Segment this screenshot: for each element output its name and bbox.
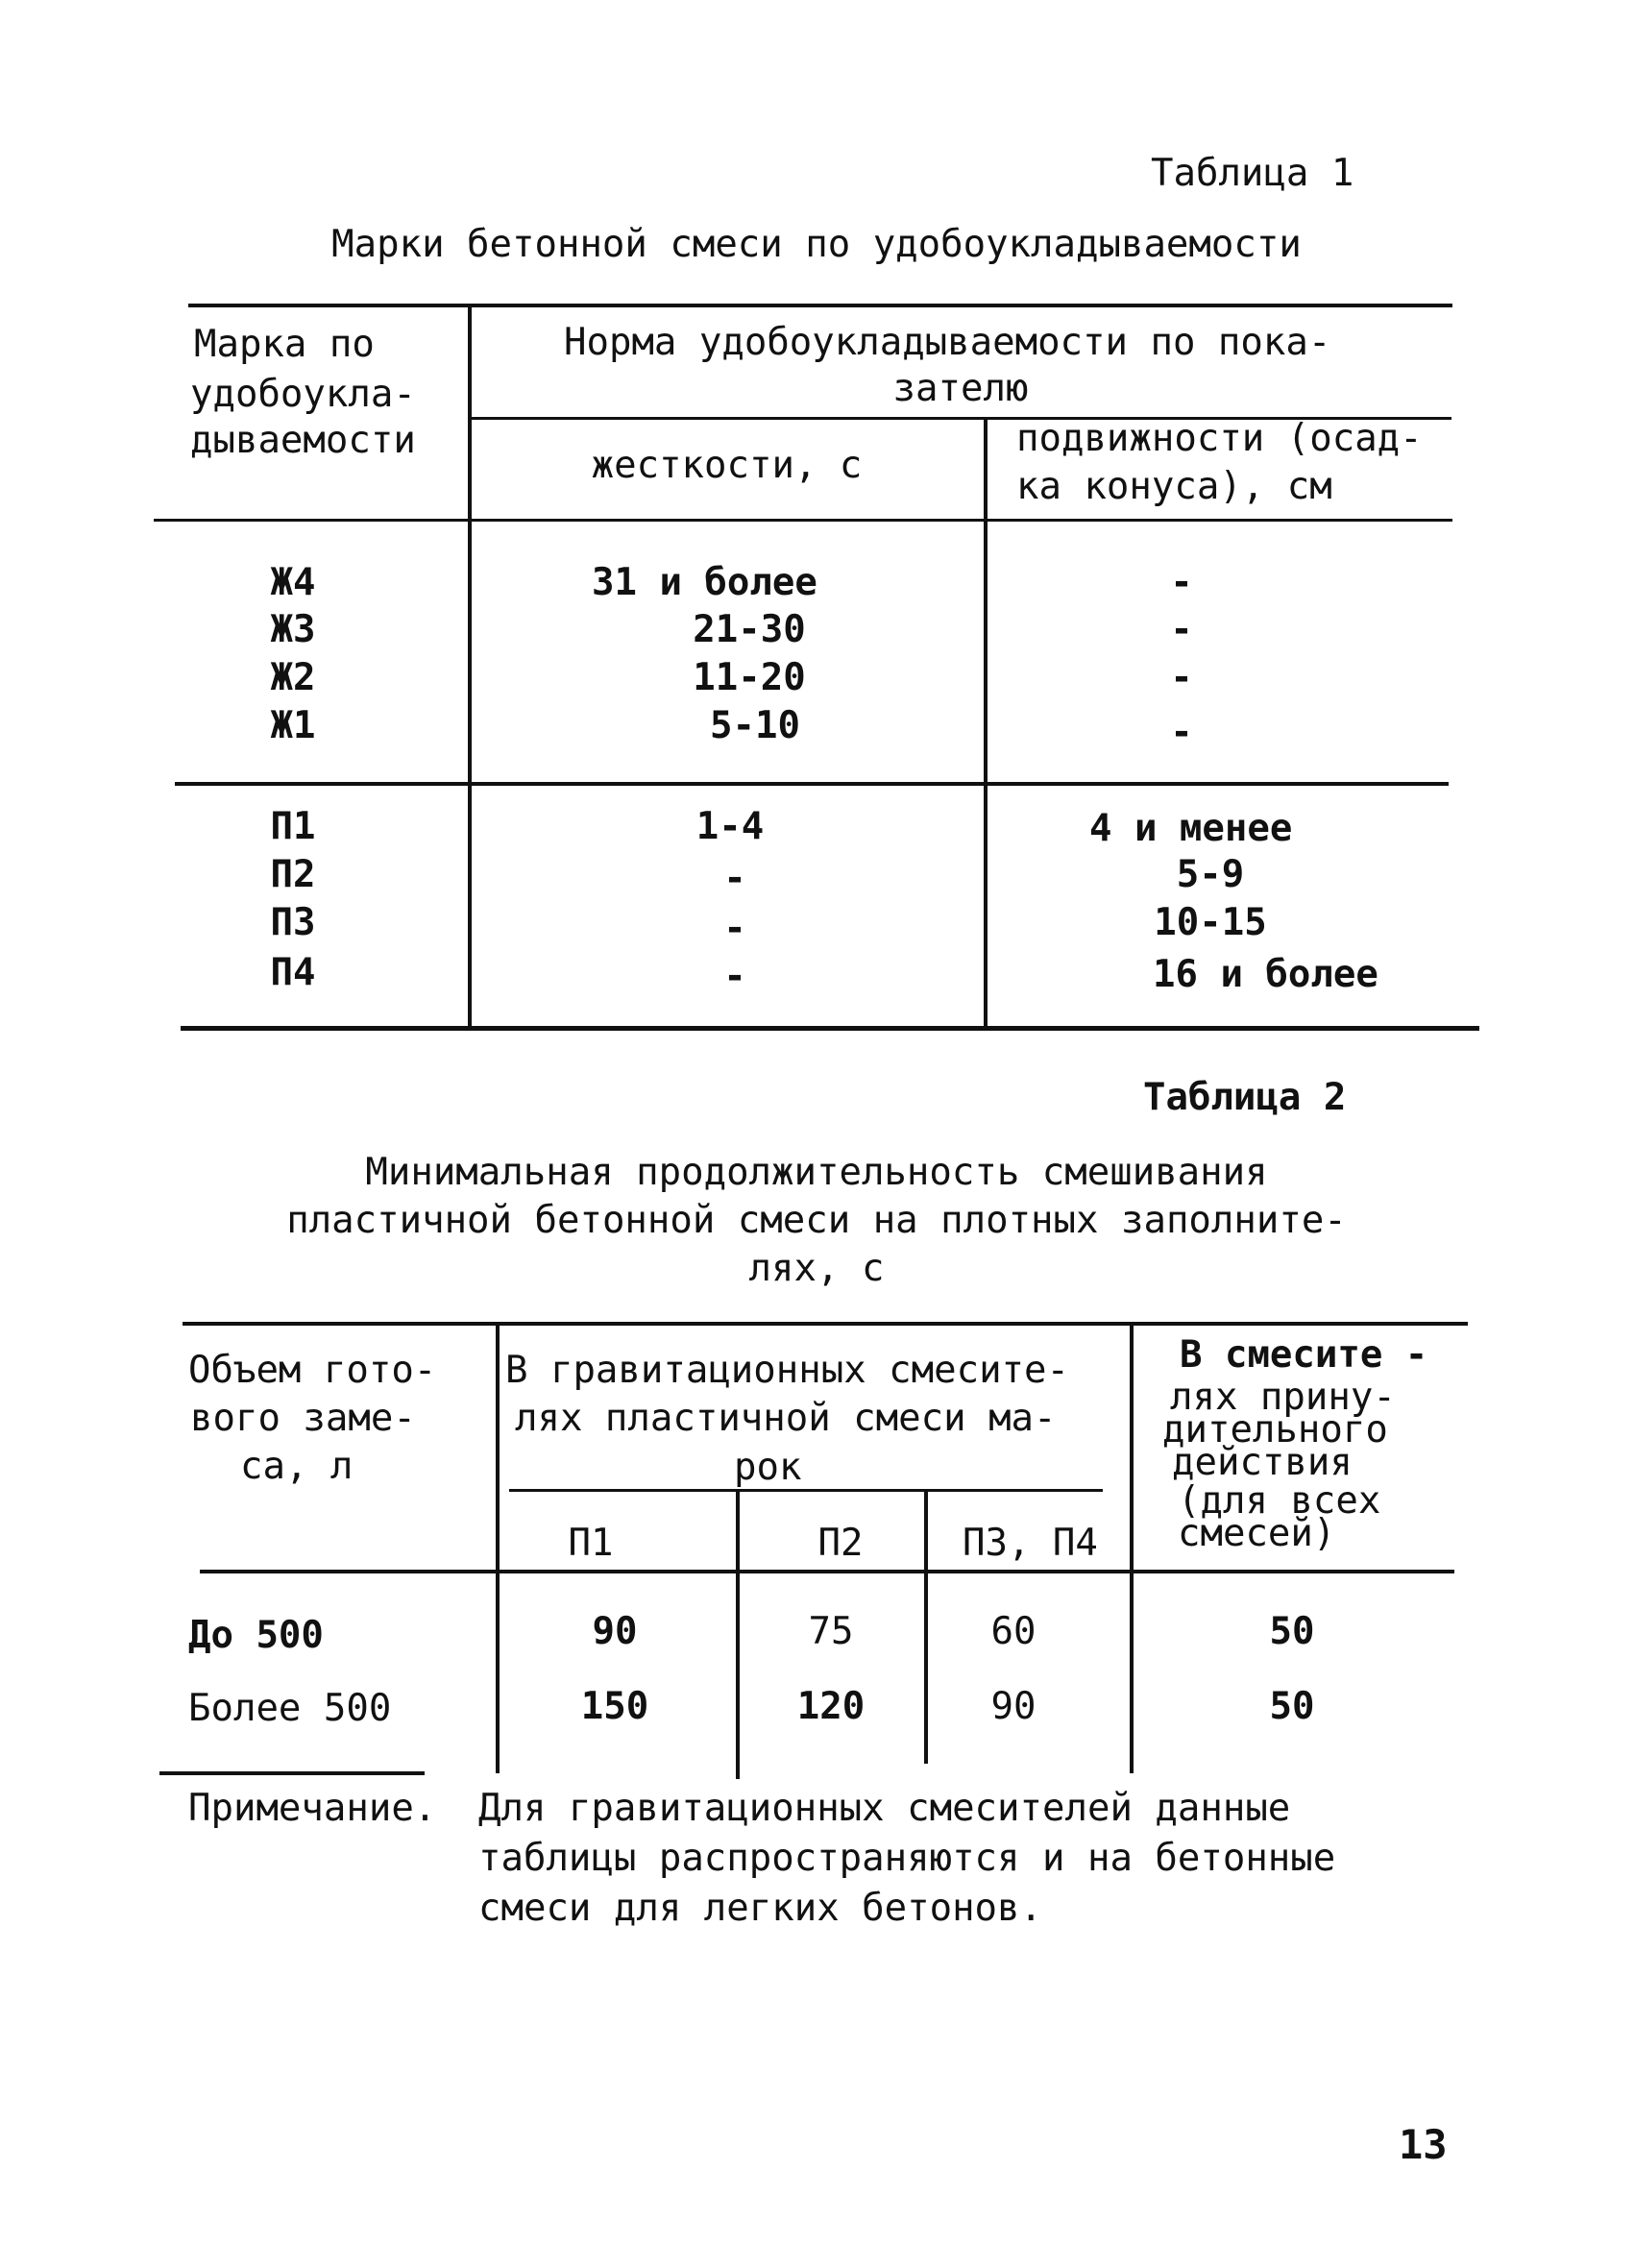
table2-cell-p3p4: 90: [990, 1685, 1036, 1728]
table2-header-subrule: [509, 1489, 1103, 1492]
table1-cell-mobility: 5-9: [1176, 853, 1245, 896]
table1-cell-mark: Ж1: [270, 704, 316, 747]
table2-cell-volume: До 500: [188, 1614, 324, 1657]
table1-vline-2-body: [984, 521, 988, 1028]
note-line: таблицы распространяются и на бетонные: [478, 1837, 1336, 1880]
table1-cell-stiffness: -: [723, 955, 746, 998]
table1-cell-stiffness: -: [723, 857, 746, 900]
table1-cell-stiffness: -: [723, 907, 746, 950]
table1-col3-header-line2: ка конуса), см: [1016, 465, 1332, 508]
table2-group-header-line3: рок: [734, 1446, 802, 1489]
table1-bottom-rule: [181, 1026, 1479, 1031]
table1-col2-header: жесткости, с: [591, 444, 863, 487]
table1-cell-mark: Ж2: [270, 656, 316, 699]
table2-col5-header-line4: действия: [1172, 1441, 1353, 1484]
table1-cell-mobility: -: [1170, 656, 1193, 699]
table1-title: Марки бетонной смеси по удобоукладываемости: [331, 223, 1302, 266]
table1-cell-mark: П4: [270, 951, 316, 994]
table1-vline-1-body: [468, 521, 472, 1028]
table2-vline-2: [736, 1491, 740, 1779]
table1-cell-mark: Ж4: [270, 561, 316, 604]
table1-top-rule: [188, 304, 1452, 307]
note-label: Примечание.: [188, 1787, 437, 1830]
table2-label: Таблица 2: [1143, 1076, 1347, 1119]
table1-cell-mobility: -: [1170, 608, 1193, 651]
table2-col5-header-line1: В смесите -: [1180, 1333, 1428, 1377]
table1-col1-header-line1: Марка по: [194, 323, 375, 366]
table1-group-rule: [175, 782, 1449, 786]
table2-cell-forced: 50: [1269, 1685, 1315, 1728]
table2-title-line1: Минимальная продолжительность смешивания: [365, 1151, 1268, 1194]
table2-vline-1: [496, 1324, 500, 1773]
table2-sub-header-p3p4: П3, П4: [963, 1522, 1098, 1565]
table1-cell-mark: Ж3: [270, 608, 316, 651]
table2-vline-4: [1130, 1324, 1134, 1773]
table1-label: Таблица 1: [1151, 152, 1354, 195]
table2-vline-3: [924, 1491, 928, 1764]
table2-cell-p1: 90: [592, 1610, 638, 1653]
table1-cell-stiffness: 11-20: [693, 656, 806, 699]
table2-col1-header-line1: Объем гото-: [188, 1349, 437, 1392]
table2-col5-header-line5: (для всех: [1178, 1479, 1381, 1523]
table1-cell-stiffness: 31 и более: [592, 561, 817, 604]
table2-group-header-line1: В гравитационных смесите-: [505, 1349, 1069, 1392]
table1-cell-mark: П3: [270, 901, 316, 944]
table1-col1-header-line2: удобоукла-: [190, 373, 416, 416]
table1-group-header-line2: зателю: [892, 367, 1029, 410]
table2-col5-header-line6: смесей): [1178, 1512, 1336, 1555]
table1-header-bottom-rule: [154, 519, 1452, 522]
table2-cell-p2: 120: [796, 1685, 866, 1728]
table2-group-header-line2: лях пластичной смеси ма-: [515, 1397, 1057, 1440]
table1-cell-stiffness: 21-30: [693, 608, 806, 651]
table1-cell-stiffness: 1-4: [695, 805, 765, 848]
table1-vline-1-head: [468, 305, 472, 521]
table2-col1-header-line2: вого заме-: [190, 1397, 416, 1440]
table2-sub-header-p2: П2: [817, 1522, 864, 1565]
note-separator-rule: [159, 1771, 425, 1775]
table1-cell-mobility: 16 и более: [1153, 953, 1378, 996]
table1-cell-mark: П1: [270, 805, 316, 848]
table2-header-bottom-rule: [200, 1570, 1454, 1573]
note-line: Для гравитационных смесителей данные: [478, 1787, 1291, 1830]
note-line: смеси для легких бетонов.: [478, 1887, 1042, 1930]
table2-cell-p1: 150: [580, 1685, 649, 1728]
table1-cell-mobility: 10-15: [1154, 901, 1267, 944]
page-number: 13: [1399, 2121, 1448, 2168]
table1-cell-stiffness: 5-10: [710, 704, 800, 747]
table1-vline-2-head: [984, 417, 988, 521]
table1-cell-mobility: -: [1170, 711, 1193, 754]
table2-top-rule: [183, 1322, 1468, 1326]
table1-cell-mobility: 4 и менее: [1089, 807, 1293, 850]
table2-cell-volume: Более 500: [188, 1687, 392, 1730]
table2-cell-p2: 75: [808, 1610, 854, 1653]
table2-col1-header-line3: са, л: [240, 1445, 354, 1488]
table1-cell-mobility: -: [1170, 561, 1193, 604]
table2-title-line3: лях, с: [748, 1247, 885, 1290]
table2-title-line2: пластичной бетонной смеси на плотных заполните-: [286, 1199, 1347, 1242]
table1-group-header-line1: Норма удобоукладываемости по пока-: [564, 321, 1331, 364]
table2-sub-header-p1: П1: [568, 1522, 614, 1565]
table2-col5-header-line2: лях прину-: [1170, 1376, 1396, 1419]
table2-cell-p3p4: 60: [990, 1610, 1036, 1653]
table1-col3-header-line1: подвижности (осад-: [1016, 417, 1423, 460]
table1-col1-header-line3: дываемости: [190, 419, 416, 462]
table1-cell-mark: П2: [270, 853, 316, 896]
table2-cell-forced: 50: [1269, 1610, 1315, 1653]
table2-col5-header-line3: дительного: [1162, 1408, 1388, 1451]
